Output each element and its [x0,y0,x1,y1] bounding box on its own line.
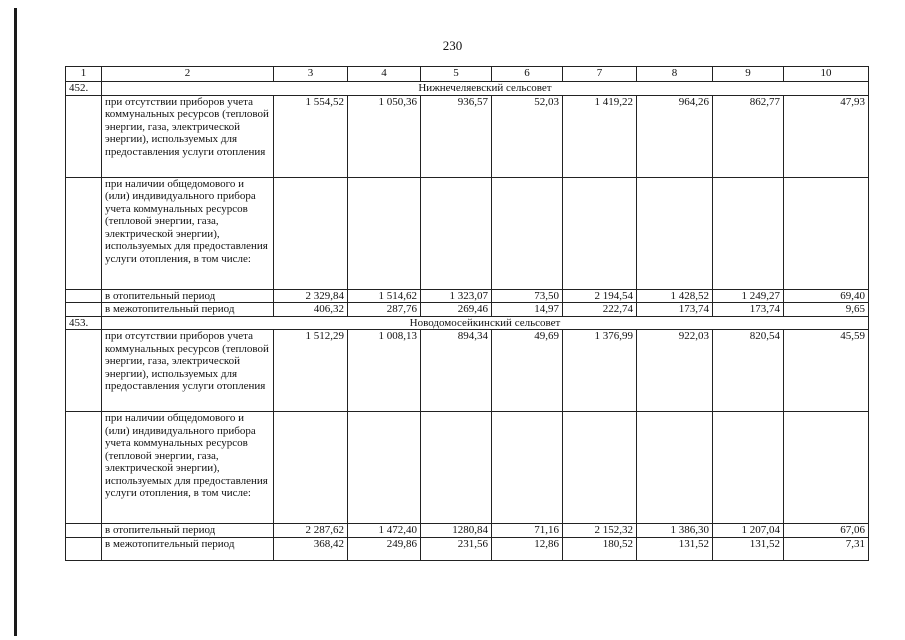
value-cell: 173,74 [713,303,784,317]
value-cell [563,177,637,289]
value-cell: 131,52 [713,537,784,560]
table-row [66,95,869,177]
value-cell: 71,16 [492,524,563,538]
value-cell: 45,59 [784,330,869,412]
value-cell: 7,31 [784,537,869,560]
section-number: 452. [66,82,102,96]
value-cell: 1280,84 [421,524,492,538]
value-cell: 14,97 [492,303,563,317]
row-label: при отсутствии приборов учета коммунальных ресурсов (тепловой энергии, газа, электрической энергии), используемых для предоставления услуги отопления [102,330,274,412]
value-cell: 1 419,22 [563,95,637,177]
row-label: в отопительный период [102,524,274,538]
value-cell [348,177,421,289]
row-label: в отопительный период [102,289,274,303]
value-cell: 49,69 [492,330,563,412]
value-cell: 2 152,32 [563,524,637,538]
value-cell: 131,52 [637,537,713,560]
table-row [66,289,869,303]
section-title: Нижнечеляевский сельсовет [102,82,869,96]
value-cell: 222,74 [563,303,637,317]
value-cell: 1 512,29 [274,330,348,412]
row-label: при наличии общедомового и (или) индивидуального прибора учета коммунальных ресурсов (тепловой энергии, газа, электрической энергии), используемых для предоставления услуги отопления, в том числе: [102,412,274,524]
empty-cell [66,289,102,303]
tariff-table [65,66,869,561]
value-cell: 12,86 [492,537,563,560]
value-cell: 1 249,27 [713,289,784,303]
row-label: в межотопительный период [102,303,274,317]
header-cell-6: 6 [492,67,563,82]
value-cell: 964,26 [637,95,713,177]
value-cell: 1 323,07 [421,289,492,303]
value-cell [563,412,637,524]
value-cell: 52,03 [492,95,563,177]
value-cell [421,412,492,524]
header-cell-7: 7 [563,67,637,82]
header-cell-4: 4 [348,67,421,82]
header-cell-9: 9 [713,67,784,82]
value-cell [637,412,713,524]
value-cell: 2 194,54 [563,289,637,303]
section-row [66,82,869,96]
value-cell: 67,06 [784,524,869,538]
value-cell: 406,32 [274,303,348,317]
value-cell [348,412,421,524]
value-cell [492,412,563,524]
header-cell-8: 8 [637,67,713,82]
table-row [66,330,869,412]
value-cell [274,177,348,289]
value-cell: 73,50 [492,289,563,303]
table-row [66,412,869,524]
header-cell-2: 2 [102,67,274,82]
value-cell: 1 386,30 [637,524,713,538]
value-cell: 287,76 [348,303,421,317]
empty-cell [66,412,102,524]
value-cell: 1 050,36 [348,95,421,177]
row-label: при наличии общедомового и (или) индивидуального прибора учета коммунальных ресурсов (тепловой энергии, газа, электрической энергии), используемых для предоставления услуги отопления, в том числе: [102,177,274,289]
empty-cell [66,330,102,412]
empty-cell [66,524,102,538]
empty-cell [66,95,102,177]
value-cell: 1 008,13 [348,330,421,412]
value-cell [713,177,784,289]
value-cell [492,177,563,289]
value-cell: 1 472,40 [348,524,421,538]
empty-cell [66,303,102,317]
row-label: при отсутствии приборов учета коммунальных ресурсов (тепловой энергии, газа, электрической энергии), используемых для предоставления услуги отопления [102,95,274,177]
value-cell: 269,46 [421,303,492,317]
value-cell: 2 329,84 [274,289,348,303]
value-cell: 820,54 [713,330,784,412]
value-cell [784,177,869,289]
section-number: 453. [66,316,102,330]
value-cell: 862,77 [713,95,784,177]
header-cell-5: 5 [421,67,492,82]
table-row [66,303,869,317]
value-cell: 180,52 [563,537,637,560]
header-cell-10: 10 [784,67,869,82]
value-cell: 173,74 [637,303,713,317]
table-row [66,177,869,289]
scan-edge [14,8,17,636]
table-row [66,537,869,560]
value-cell: 1 554,52 [274,95,348,177]
header-row [66,67,869,82]
value-cell [637,177,713,289]
value-cell: 47,93 [784,95,869,177]
value-cell: 249,86 [348,537,421,560]
table-row [66,524,869,538]
value-cell [784,412,869,524]
value-cell [713,412,784,524]
page-number: 230 [442,38,463,53]
header-cell-3: 3 [274,67,348,82]
section-row [66,316,869,330]
empty-cell [66,177,102,289]
section-title: Новодомосейкинский сельсовет [102,316,869,330]
value-cell: 1 514,62 [348,289,421,303]
value-cell [421,177,492,289]
value-cell: 69,40 [784,289,869,303]
value-cell: 2 287,62 [274,524,348,538]
value-cell: 922,03 [637,330,713,412]
value-cell: 1 428,52 [637,289,713,303]
value-cell: 894,34 [421,330,492,412]
value-cell: 936,57 [421,95,492,177]
value-cell: 231,56 [421,537,492,560]
row-label: в межотопительный период [102,537,274,560]
value-cell: 368,42 [274,537,348,560]
empty-cell [66,537,102,560]
value-cell: 1 376,99 [563,330,637,412]
value-cell: 9,65 [784,303,869,317]
value-cell: 1 207,04 [713,524,784,538]
value-cell [274,412,348,524]
header-cell-1: 1 [66,67,102,82]
